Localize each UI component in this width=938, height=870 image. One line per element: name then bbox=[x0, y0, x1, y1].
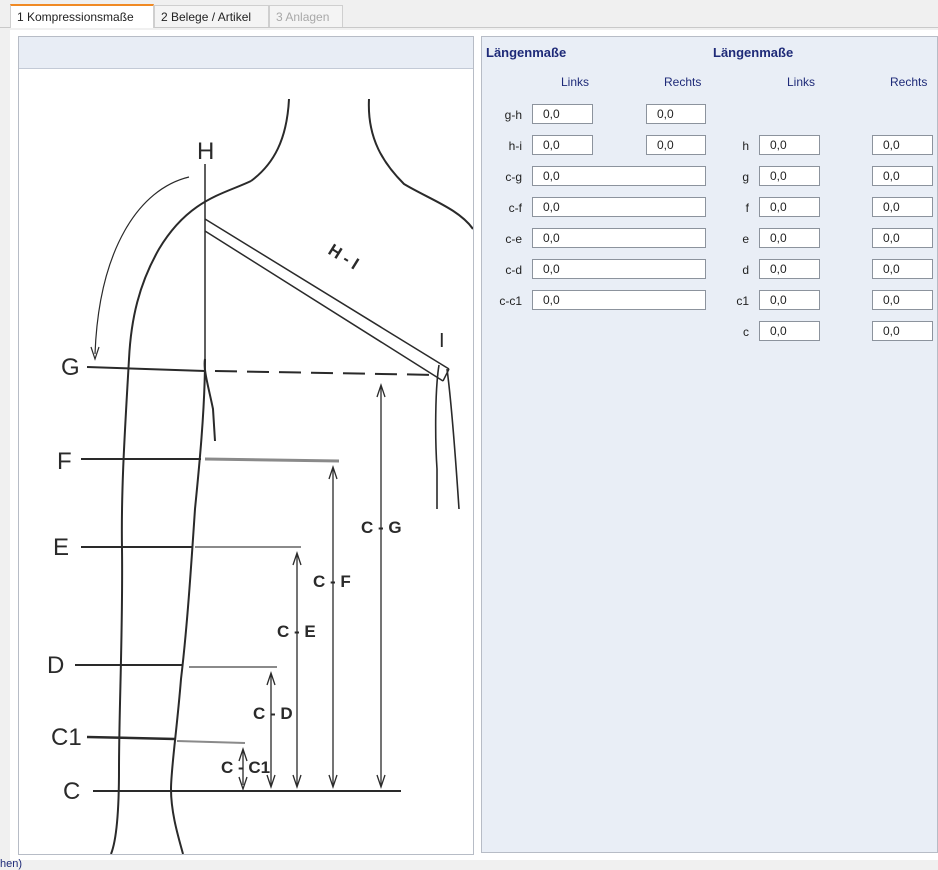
label-f: F bbox=[57, 448, 72, 475]
measure-cc1: C - C1 bbox=[221, 758, 271, 777]
laengenmasse-leg-column bbox=[709, 36, 938, 853]
c-c1-input[interactable]: 0,0 bbox=[532, 290, 706, 310]
laengenmasse-arm-column bbox=[481, 36, 710, 853]
footer-link-fragment[interactable]: hen) bbox=[0, 858, 23, 870]
c1-rechts-input[interactable]: 0,0 bbox=[872, 290, 933, 310]
g-h-rechts-input[interactable]: 0,0 bbox=[646, 104, 706, 124]
row-label-c-c1: c-c1 bbox=[499, 294, 522, 308]
tab-belege-artikel[interactable]: 2 Belege / Artikel bbox=[154, 5, 269, 27]
arm-measurement-diagram bbox=[19, 69, 473, 854]
neck-right-outline bbox=[369, 99, 473, 229]
section-title: Längenmaße bbox=[486, 45, 567, 60]
row-label-c: c bbox=[743, 325, 749, 339]
d-links-input[interactable]: 0,0 bbox=[759, 259, 820, 279]
measure-ce: C - E bbox=[277, 622, 316, 641]
g-line bbox=[87, 367, 205, 371]
row-label-d: d bbox=[742, 263, 749, 277]
e-links-input[interactable]: 0,0 bbox=[759, 228, 820, 248]
g-rechts-input[interactable]: 0,0 bbox=[872, 166, 933, 186]
tab-bar bbox=[0, 0, 938, 28]
h-i-links-input[interactable]: 0,0 bbox=[532, 135, 593, 155]
measurement-figure-panel bbox=[18, 36, 474, 855]
torso-outline-2 bbox=[447, 369, 459, 509]
f-links-input[interactable]: 0,0 bbox=[759, 197, 820, 217]
c-f-input[interactable]: 0,0 bbox=[532, 197, 706, 217]
header-links: Links bbox=[561, 75, 590, 89]
f-ext-line bbox=[205, 459, 339, 461]
c-e-input[interactable]: 0,0 bbox=[532, 228, 706, 248]
row-label-h: h bbox=[742, 139, 749, 153]
d-rechts-input[interactable]: 0,0 bbox=[872, 259, 933, 279]
h-links-input[interactable]: 0,0 bbox=[759, 135, 820, 155]
row-label-c-g: c-g bbox=[505, 170, 522, 184]
row-label-c-e: c-e bbox=[505, 232, 522, 246]
section-title: Längenmaße bbox=[713, 45, 794, 60]
torso-outline bbox=[436, 365, 439, 509]
tab-anlagen[interactable]: 3 Anlagen bbox=[269, 5, 343, 27]
label-i: I bbox=[439, 330, 445, 352]
tab-kompressionsmasse[interactable]: 1 Kompressionsmaße bbox=[10, 4, 154, 28]
label-e: E bbox=[53, 534, 70, 561]
row-label-e: e bbox=[742, 232, 749, 246]
c1-line bbox=[87, 737, 175, 739]
figure-panel-header bbox=[19, 37, 473, 69]
neck-left-outline bbox=[251, 99, 289, 181]
h-i-rechts-input[interactable]: 0,0 bbox=[646, 135, 706, 155]
label-g: G bbox=[61, 354, 80, 381]
g-dashed-line bbox=[215, 371, 439, 375]
hi-band-bottom bbox=[205, 231, 443, 381]
arm-inner-outline bbox=[171, 359, 205, 854]
hi-band-top bbox=[205, 219, 449, 369]
shoulder-outline bbox=[129, 181, 251, 359]
label-h: H bbox=[197, 138, 215, 165]
row-label-g-h: g-h bbox=[504, 108, 522, 122]
row-label-c-f: c-f bbox=[508, 201, 522, 215]
row-label-h-i: h-i bbox=[508, 139, 522, 153]
g-links-input[interactable]: 0,0 bbox=[759, 166, 820, 186]
c1-ext-line bbox=[177, 741, 245, 743]
measure-cd: C - D bbox=[253, 704, 293, 723]
header-rechts: Rechts bbox=[664, 75, 702, 89]
row-label-c-d: c-d bbox=[505, 263, 522, 277]
c-d-input[interactable]: 0,0 bbox=[532, 259, 706, 279]
header-links: Links bbox=[787, 75, 816, 89]
measure-cf: C - F bbox=[313, 572, 351, 591]
row-label-f: f bbox=[745, 201, 749, 215]
measure-cg: C - G bbox=[361, 518, 402, 537]
f-rechts-input[interactable]: 0,0 bbox=[872, 197, 933, 217]
arm-outer-outline bbox=[111, 359, 129, 854]
c-rechts-input[interactable]: 0,0 bbox=[872, 321, 933, 341]
c-g-input[interactable]: 0,0 bbox=[532, 166, 706, 186]
armpit-outline bbox=[205, 359, 215, 441]
row-label-c1: c1 bbox=[736, 294, 749, 308]
c1-links-input[interactable]: 0,0 bbox=[759, 290, 820, 310]
header-rechts: Rechts bbox=[890, 75, 928, 89]
h-to-g-curved-arrow bbox=[95, 177, 189, 354]
label-c1: C1 bbox=[51, 724, 82, 751]
g-h-links-input[interactable]: 0,0 bbox=[532, 104, 593, 124]
row-label-g: g bbox=[742, 170, 749, 184]
label-c: C bbox=[63, 778, 81, 805]
measure-hi: H - I bbox=[324, 240, 363, 274]
e-rechts-input[interactable]: 0,0 bbox=[872, 228, 933, 248]
h-rechts-input[interactable]: 0,0 bbox=[872, 135, 933, 155]
c-links-input[interactable]: 0,0 bbox=[759, 321, 820, 341]
label-d: D bbox=[47, 652, 65, 679]
